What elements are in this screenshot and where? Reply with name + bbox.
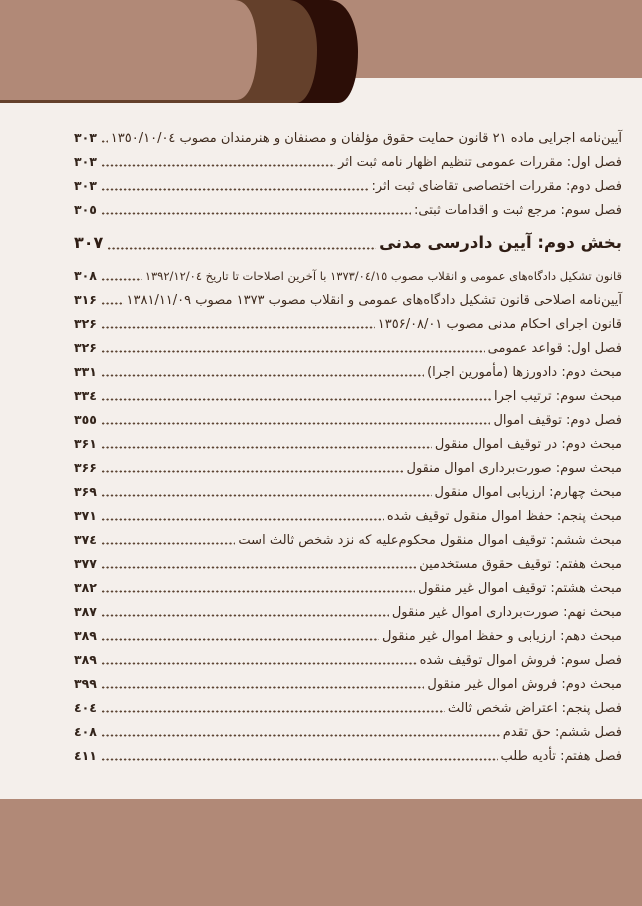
mauve-band-right [320,0,642,78]
dotted-leader [101,212,411,215]
dotted-leader [101,662,417,665]
toc-list [0,100,642,799]
dotted-leader [101,518,384,521]
dotted-leader [101,734,500,737]
dotted-leader [101,140,108,143]
dotted-leader [101,446,432,449]
toc-row [74,288,622,312]
toc-row [74,360,622,384]
toc-row [74,456,622,480]
toc-entry-title: مبحث نهم: صورت‌برداری اموال غیر منقول [391,605,622,620]
toc-entry-title: قانون اجرای احکام مدنی مصوب ١٣٥۶/٠٨/٠١ [377,317,622,332]
dotted-leader [101,398,491,401]
page-number: ٣٣٤ [74,388,97,403]
dotted-leader [101,638,379,641]
dotted-leader [101,614,389,617]
toc-entry-title: مبحث سوم: صورت‌برداری اموال منقول [406,461,622,476]
toc-row [74,174,622,198]
dotted-leader [101,422,491,425]
toc-row [74,696,622,720]
page-number: ٣٨٢ [74,580,97,595]
dotted-leader [101,326,375,329]
toc-row [74,222,622,264]
toc-entry-title: قانون تشکیل دادگاه‌های عمومی و انقلاب مصوب ١٣٧٣/٠٤/١٥ با آخرین اصلاحات تا تاریخ ١٣٩٢/١٢/٠٤ [144,269,622,283]
toc-entry-title: مبحث دهم: ارزیابی و حفظ اموال غیر منقول [382,629,622,644]
dotted-leader [101,758,498,761]
toc-entry-title: فصل پنجم: اعتراض شخص ثالث [447,701,622,716]
toc-row [74,150,622,174]
dotted-leader [101,686,425,689]
page-number: ٣٨٩ [74,652,97,667]
toc-entry-title: مبحث ششم: توقیف اموال منقول محکوم‌علیه که نزد شخص ثالث است [238,533,622,548]
toc-entry-title: فصل سوم: مرجع ثبت و اقدامات ثبتی: [414,203,622,218]
toc-row [74,408,622,432]
toc-row [74,336,622,360]
toc-row [74,312,622,336]
page-number: ٣٩٩ [74,676,97,691]
toc-entry-title: مبحث پنجم: حفظ اموال منقول توقیف شده [386,509,622,524]
dotted-leader [101,494,432,497]
dotted-leader [101,374,424,377]
page-number: ٣٧٧ [74,556,97,571]
toc-entry-title: فصل هفتم: تأدیه طلب [500,749,622,764]
page-number: ٣٠٨ [74,268,97,283]
page-number: ٣٧١ [74,508,97,523]
toc-entry-title: مبحث چهارم: ارزیابی اموال منقول [434,485,622,500]
page-number: ٤٠٨ [74,724,97,739]
page-number: ٣۶١ [74,436,97,451]
toc-entry-title: بخش دوم: آیین دادرسی مدنی [379,233,622,252]
dotted-leader [101,470,404,473]
toc-row [74,672,622,696]
page-number: ٣١۶ [74,292,97,307]
page-number: ٤٠٤ [74,700,97,715]
dotted-leader [101,566,416,569]
toc-entry-title: آیین‌نامه اصلاحی قانون تشکیل دادگاه‌های عمومی و انقلاب مصوب ١٣٧٣ مصوب ١٣٨١/١١/٠٩ [126,293,622,308]
footer-decoration [0,799,642,906]
toc-row [74,504,622,528]
page-number: ٣٥٥ [74,412,97,427]
toc-row [74,480,622,504]
toc-entry-title: مبحث هشتم: توقیف اموال غیر منقول [418,581,622,596]
toc-entry-title: فصل سوم: فروش اموال توقیف شده [419,653,622,668]
toc-entry-title: مبحث هفتم: توقیف حقوق مستخدمین [419,557,622,572]
page-number: ٣٢۶ [74,340,97,355]
dotted-leader [101,188,369,191]
page-number: ٣٠٥ [74,202,97,217]
dotted-leader [107,247,376,250]
toc-entry-title: مبحث سوم: ترتیب اجرا [493,389,622,404]
mauve-band-left [0,0,257,100]
toc-row [74,576,622,600]
toc-entry-title: فصل اول: قواعد عمومی [487,341,622,356]
dotted-leader [101,278,142,281]
dotted-leader [101,164,335,167]
page-number: ٤١١ [74,748,97,763]
page-number: ٣٢۶ [74,316,97,331]
dotted-leader [101,542,236,545]
page-number: ٣٠٣ [74,178,97,193]
toc-entry-title: فصل ششم: حق تقدم [502,725,622,740]
header-decoration [0,0,642,104]
toc-entry-title: مبحث دوم: دادورزها (مأمورین اجرا) [427,365,622,380]
page-number: ٣٣١ [74,364,97,379]
toc-row [74,552,622,576]
toc-entry-title: فصل اول: مقررات عمومی تنظیم اظهار نامه ثبت اثر [338,155,622,170]
dotted-leader [101,302,124,305]
toc-entry-title: فصل دوم: مقررات اختصاصی تقاضای ثبت اثر: [371,179,622,194]
page-number: ٣٠٧ [74,233,104,252]
toc-row [74,432,622,456]
page-number: ٣٠٣ [74,154,97,169]
toc-row [74,744,622,768]
toc-entry-title: آیین‌نامه اجرایی ماده ٢١ قانون حمایت حقوق مؤلفان و مصنفان و هنرمندان مصوب ١٣٥٠/١٠/٠٤ [110,131,622,146]
toc-row [74,648,622,672]
toc-row [74,600,622,624]
toc-row [74,198,622,222]
toc-row [74,384,622,408]
page-number: ٣٠٣ [74,130,97,145]
page-number: ٣٨٧ [74,604,97,619]
toc-entry-title: مبحث دوم: فروش اموال غیر منقول [427,677,622,692]
page-number: ٣۶٩ [74,484,97,499]
page-number: ٣٨٩ [74,628,97,643]
dotted-leader [101,710,445,713]
toc-entry-title: مبحث دوم: در توقیف اموال منقول [434,437,622,452]
toc-row [74,264,622,288]
toc-row [74,624,622,648]
toc-row [74,528,622,552]
page-number: ٣٧٤ [74,532,97,547]
dotted-leader [101,590,415,593]
toc-row [74,126,622,150]
toc-row [74,720,622,744]
page-number: ٣۶۶ [74,460,97,475]
dotted-leader [101,350,485,353]
toc-entry-title: فصل دوم: توقیف اموال [493,413,622,428]
